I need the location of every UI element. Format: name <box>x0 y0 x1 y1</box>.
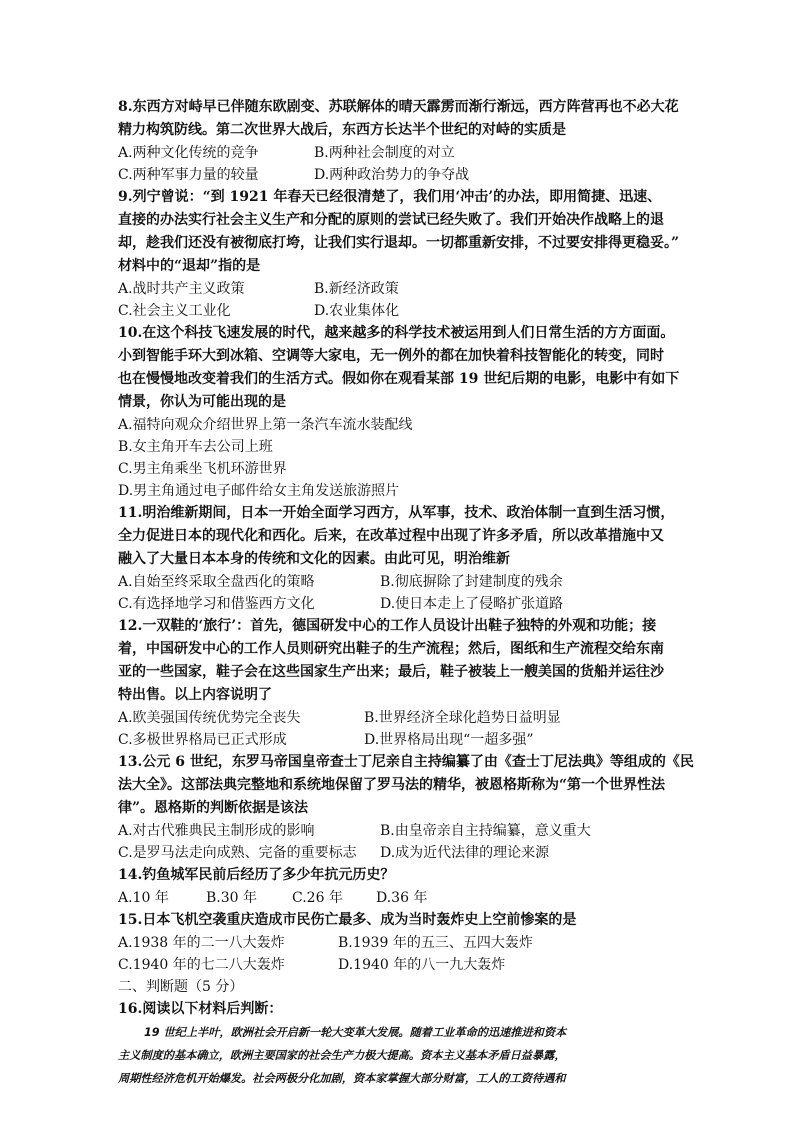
question-stem-line: 也在慢慢地改变着我们的生活方式。假如你在观看某部 19 世纪后期的电影，电影中有如下 <box>118 371 680 387</box>
question-stem-line: 13.公元 6 世纪，东罗马帝国皇帝查士丁尼亲自主持编纂了由《查士丁尼法典》等组成的《民 <box>118 754 694 770</box>
question-stem-line: 12.一双鞋的‘旅行’：首先，德国研发中心的工作人员设计出鞋子独特的外观和功能；接 <box>118 618 657 634</box>
option-c: C.两种军事力量的较量 <box>118 167 259 183</box>
option-row <box>118 571 680 593</box>
question-stem-line: 全力促进日本的现代化和西化。后来，在改革过程中出现了许多矛盾，所以改革措施中又 <box>118 528 664 544</box>
question-stem-line: 情景，你认为可能出现的是 <box>118 394 286 410</box>
section-heading: 二、判断题（5 分） <box>118 979 244 995</box>
question-stem-line: 融入了大量日本本身的传统和文化的因素。由此可见，明治维新 <box>118 551 510 567</box>
option-b: B.1939 年的五三、五四大轰炸 <box>338 935 533 951</box>
option-row <box>118 142 680 164</box>
question-stem-line: 16.阅读以下材料后判断： <box>118 1001 283 1017</box>
question-14 <box>118 864 680 909</box>
option-c: C.多极世界格局已正式形成 <box>118 732 287 748</box>
option-c: C.有选择地学习和借鉴西方文化 <box>118 596 315 612</box>
option-row <box>118 954 680 976</box>
question-8 <box>118 96 680 186</box>
exam-page <box>118 96 694 1090</box>
option-c: C.1940 年的七二八大轰炸 <box>118 957 285 973</box>
option-d: D.两种政治势力的争夺战 <box>314 167 470 183</box>
option-b: B.新经济政策 <box>314 281 399 297</box>
option-row <box>118 842 680 864</box>
option-b: B.世界经济全球化趋势日益明显 <box>364 710 561 726</box>
option-d: D.36 年 <box>376 890 428 906</box>
question-11 <box>118 502 680 615</box>
option-a: A.自始至终采取全盘西化的策略 <box>118 574 315 590</box>
option-b: B.女主角开车去公司上班 <box>118 439 273 455</box>
question-10 <box>118 322 680 502</box>
question-stem-line: 11.明治维新期间，日本一开始全面学习西方，从军事，技术、政治体制一直到生活习惯， <box>118 505 675 521</box>
option-a: A.10 年 <box>118 890 169 906</box>
material-line: 19 世纪上半叶，欧洲社会开启新一轮大变革大发展。随着工业革命的迅速推进和资本 <box>144 1026 567 1039</box>
question-stem-line: 8.东西方对峙早已伴随东欧剧变、苏联解体的晴天霹雳而渐行渐远，西方阵营再也不必大花 <box>118 99 679 115</box>
question-16 <box>118 998 680 1090</box>
question-stem-line: 10.在这个科技飞速发展的时代，越来越多的科学技术被运用到人们日常生活的方方面面。 <box>118 325 675 341</box>
option-row <box>118 932 680 954</box>
question-stem-line: 法大全》。这部法典完整地和系统地保留了罗马法的精华，被恩格斯称为“第一个世界性法 <box>118 777 666 793</box>
option-d: D.男主角通过电子邮件给女主角发送旅游照片 <box>118 483 400 499</box>
question-stem-line: 14.钓鱼城军民前后经历了多少年抗元历史？ <box>118 867 395 883</box>
question-9 <box>118 186 680 322</box>
option-c: C.社会主义工业化 <box>118 303 231 319</box>
option-c: C.是罗马法走向成熟、完备的重要标志 <box>118 845 357 861</box>
option-row <box>118 729 680 751</box>
question-stem-line: 律”。恩格斯的判断依据是该法 <box>118 800 309 816</box>
option-row <box>118 164 680 186</box>
option-b: B.30 年 <box>206 890 258 906</box>
question-stem-line: 材料中的“退却”指的是 <box>118 258 261 274</box>
option-a: A.欧美强国传统优势完全丧失 <box>118 710 301 726</box>
option-c: C.男主角乘坐飞机环游世界 <box>118 461 287 477</box>
option-d: D.成为近代法律的理论来源 <box>380 845 550 861</box>
material-line: 周期性经济危机开始爆发。社会两极分化加剧，资本家掌握大部分财富，工人的工资待遇和 <box>118 1072 566 1085</box>
option-row <box>118 593 680 615</box>
option-row <box>118 887 680 909</box>
option-row <box>118 707 680 729</box>
option-b: B.彻底摒除了封建制度的残余 <box>380 574 563 590</box>
question-stem-line: 15.日本飞机空袭重庆造成市民伤亡最多、成为当时轰炸史上空前惨案的是 <box>118 912 577 928</box>
option-row <box>118 300 680 322</box>
question-stem-line: 直接的办法实行社会主义生产和分配的原则的尝试已经失败了。我们开始决作战略上的退 <box>118 212 664 228</box>
option-b: B.由皇帝亲自主持编纂，意义重大 <box>380 823 591 839</box>
question-stem-line: 亚的一些国家，鞋子会在这些国家生产出来；最后，鞋子被装上一艘美国的货船并运往沙 <box>118 664 664 680</box>
question-15 <box>118 909 680 976</box>
option-d: D.农业集体化 <box>314 303 400 319</box>
option-d: D.使日本走上了侵略扩张道路 <box>380 596 564 612</box>
option-a: A.两种文化传统的竞争 <box>118 145 259 161</box>
option-a: A.战时共产主义政策 <box>118 281 245 297</box>
option-row <box>118 278 680 300</box>
option-a: A.福特向观众介绍世界上第一条汽车流水装配线 <box>118 417 413 433</box>
question-stem-line: 9.列宁曾说：“到 1921 年春天已经很清楚了，我们用‘冲击’的办法，即用简捷、迅速、 <box>118 189 662 205</box>
question-13 <box>118 751 694 864</box>
question-12 <box>118 615 680 751</box>
question-stem-line: 却，趁我们还没有被彻底打垮，让我们实行退却。一切都重新安排，不过要安排得更稳妥。” <box>118 235 680 251</box>
option-c: C.26 年 <box>292 890 343 906</box>
question-stem-line: 着，中国研发中心的工作人员则研究出鞋子的生产流程；然后，图纸和生产流程交给东南 <box>118 641 664 657</box>
question-stem-line: 特出售。以上内容说明了 <box>118 687 272 703</box>
option-d: D.1940 年的八一九大轰炸 <box>338 957 506 973</box>
question-stem-line: 小到智能手环大到冰箱、空调等大家电，无一例外的都在加快着科技智能化的转变，同时 <box>118 348 664 364</box>
option-d: D.世界格局出现“一超多强” <box>364 732 534 748</box>
option-a: A.对古代雅典民主制形成的影响 <box>118 823 315 839</box>
question-stem-line: 精力构筑防线。第二次世界大战后，东西方长达半个世纪的对峙的实质是 <box>118 122 566 138</box>
material-line: 主义制度的基本确立，欧洲主要国家的社会生产力极大提高。资本主义基本矛盾日益暴露， <box>118 1049 566 1062</box>
option-b: B.两种社会制度的对立 <box>314 145 455 161</box>
option-row <box>118 820 680 842</box>
option-a: A.1938 年的二一八大轰炸 <box>118 935 285 951</box>
